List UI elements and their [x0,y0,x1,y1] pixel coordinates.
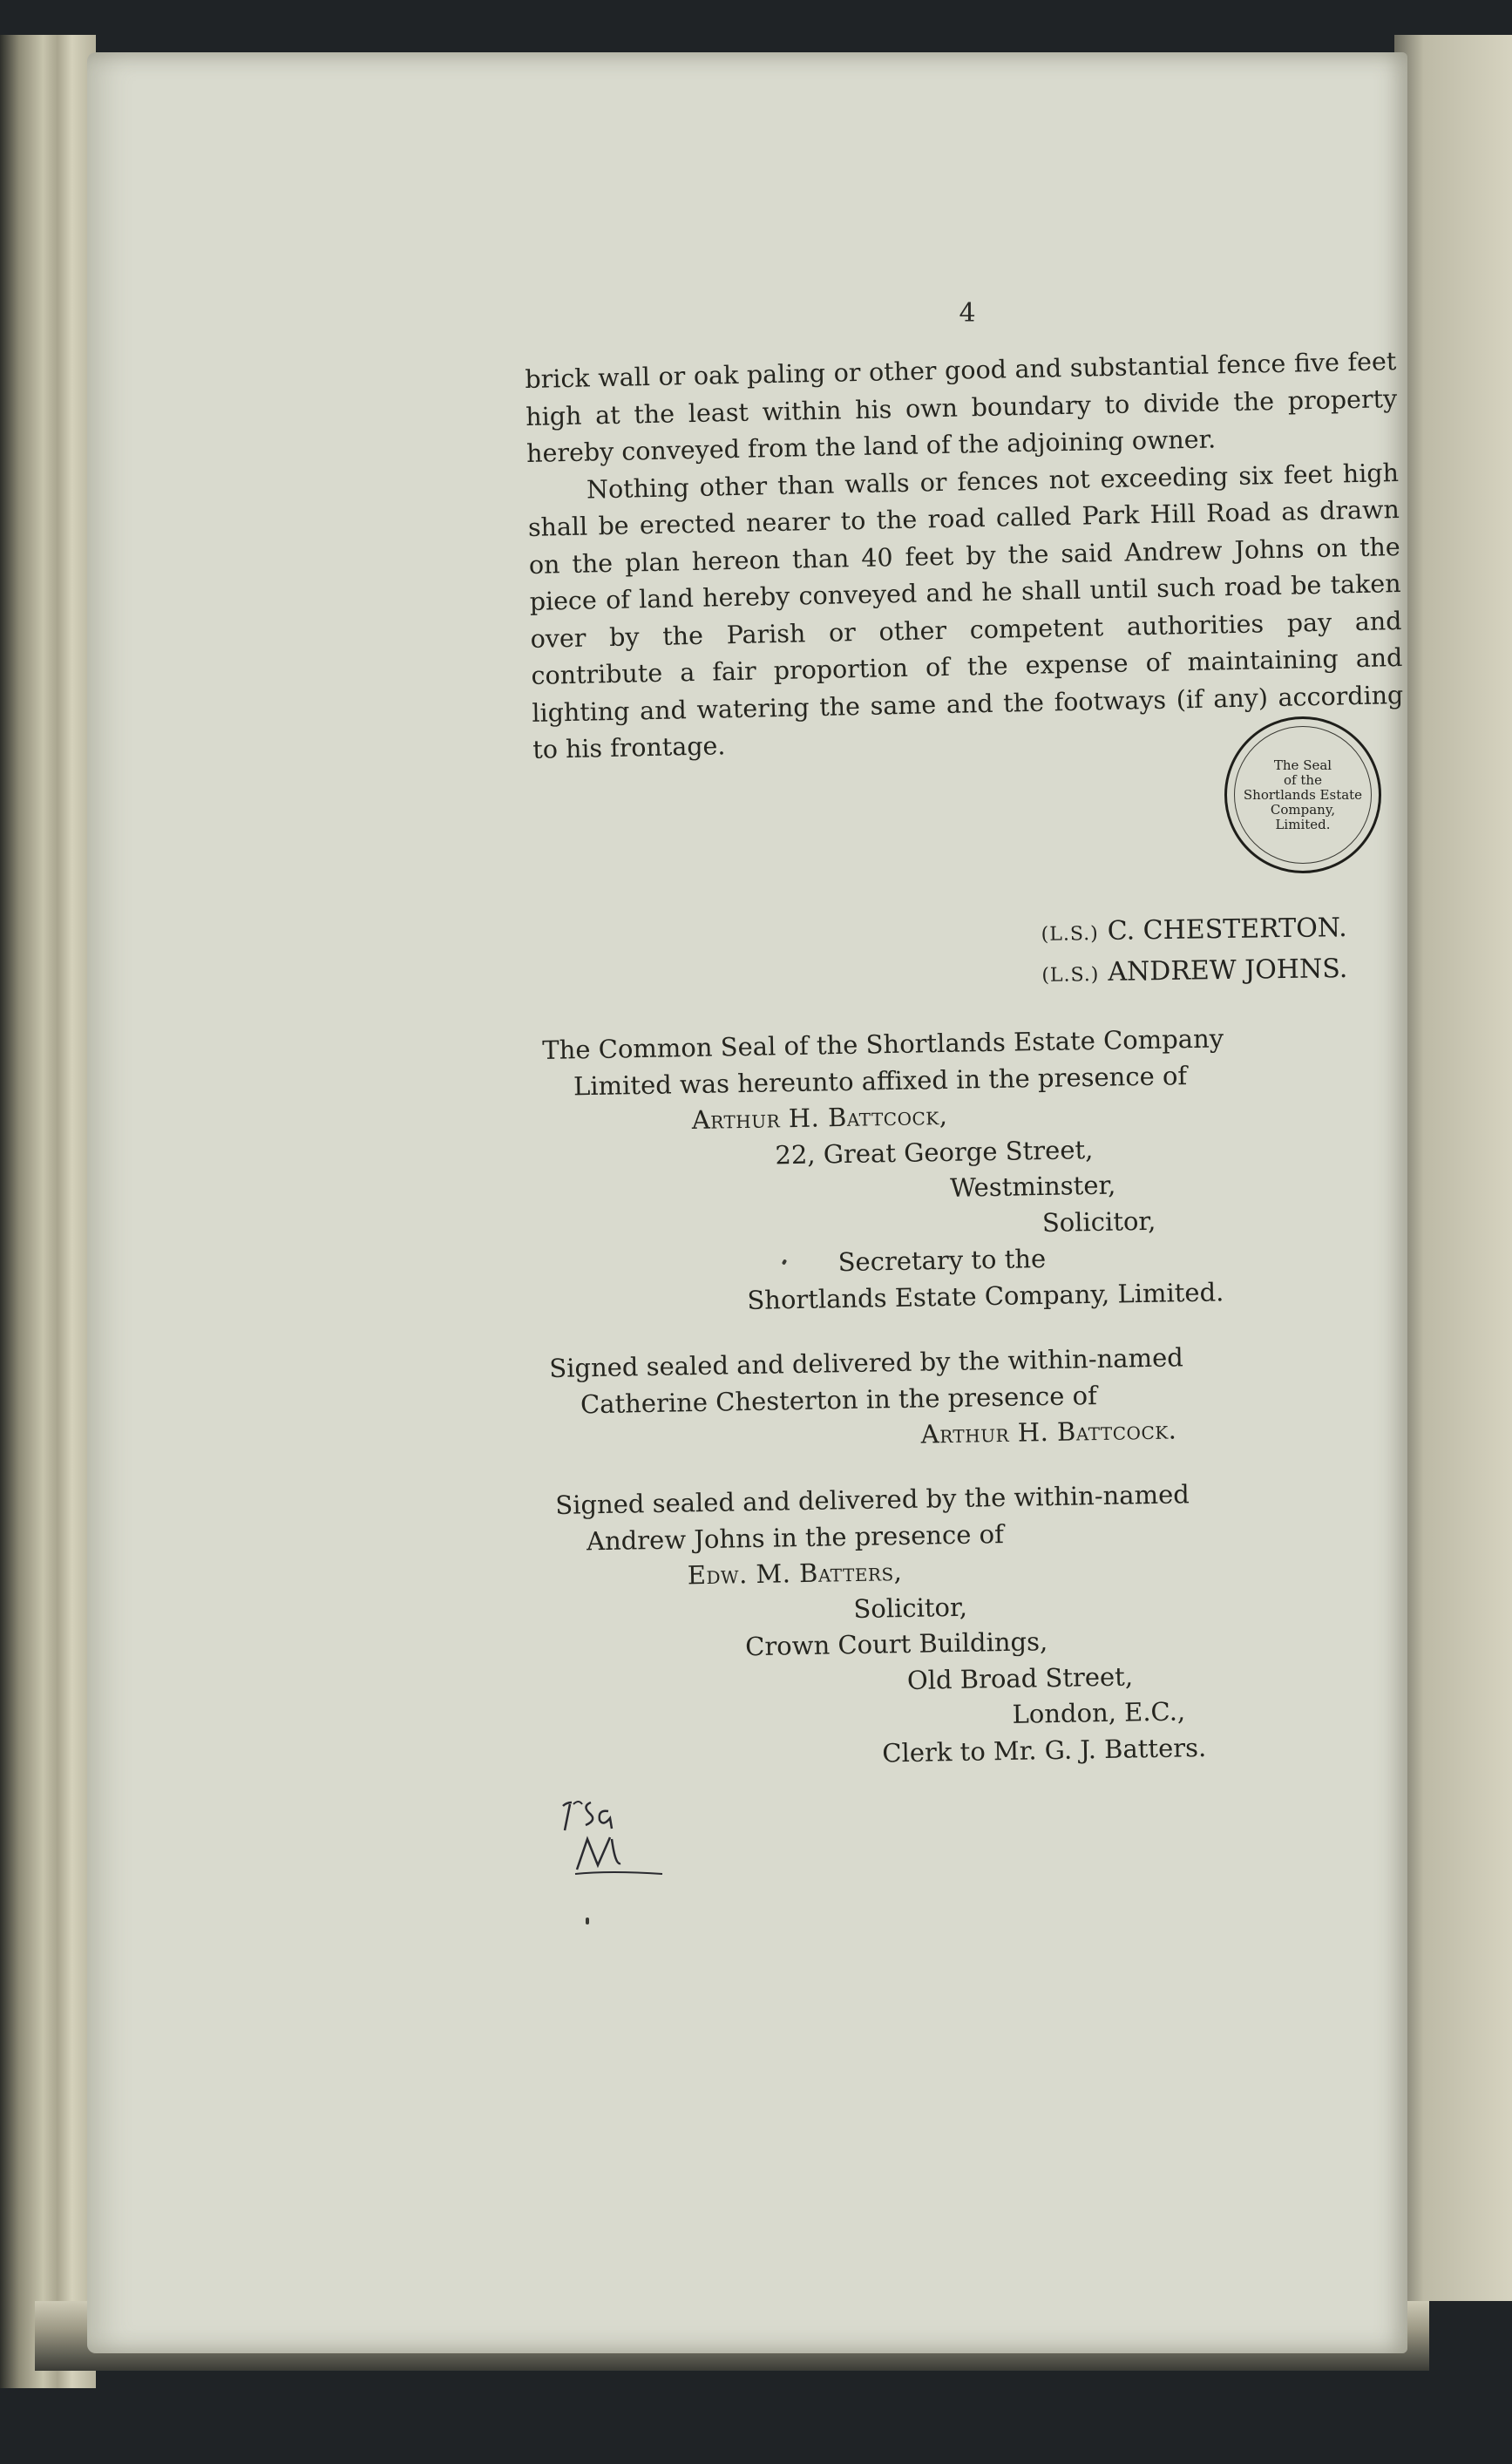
attestation-line: Catherine Chesterton in the presence of [580,1380,1098,1419]
ink-speck [586,1918,589,1924]
seal-line: Limited. [1275,816,1331,832]
witness-address-line: Crown Court Buildings, [744,1626,1048,1662]
attestation-line: Signed sealed and delivered by the within-named [555,1479,1190,1520]
signature-row-chesterton [1041,908,1407,954]
seal-text [1242,758,1364,832]
witness-address-line: London, E.C., [1012,1696,1186,1729]
seal-line: Company, [1270,801,1336,818]
signatory-name: C. CHESTERTON. [1107,913,1347,947]
seal-inner-ring [1234,726,1372,864]
witness-occupation: Solicitor, [1041,1205,1156,1238]
paragraph-building-line-clause: Nothing other than walls or fences not exceeding six feet high shall be erected nearer to the road called Park Hill Road as drawn on the plan hereon than 40 feet by the said Andrew Johns on the piece of land hereby conveyed and he shall until such road be taken over by the Parish or other competent authorities pay and contribute a fair proportion of the expense of maintaining and lighting and watering the same and the footways (if any) according to his frontage. [527,458,1404,764]
witness-name: Arthur H. Battcock, [691,1100,948,1136]
attestation-johns [555,1476,1223,1777]
seal-line: The Seal [1273,757,1332,773]
witness-address-line: Westminster, [949,1170,1116,1203]
witness-address-line: 22, Great George Street, [775,1134,1094,1170]
book-edge-left [0,35,96,2388]
witness-name: Edw. M. Batters, [687,1557,903,1591]
attestation-line: Signed sealed and delivered by the within-named [549,1342,1184,1383]
attestation-line: The Common Seal of the Shortlands Estate Company [542,1023,1224,1065]
witness-occupation: Shortlands Estate Company, Limited. [747,1276,1224,1315]
witness-occupation: Solicitor, [853,1592,968,1624]
seal-line: Shortlands Estate [1243,786,1363,803]
attestation-line: Limited was hereunto affixed in the presence of [573,1060,1188,1101]
seal-line: of the [1284,771,1322,788]
witness-address-line: Old Broad Street, [906,1660,1134,1695]
attestation-line: Andrew Johns in the presence of [586,1518,1005,1556]
paragraph-fence-clause: brick wall or oak paling or other good and substantial fence five feet high at the least within his own boundary to divide the property hereby conveyed from the land of the adjoining owner. [525,347,1398,468]
attestation-common-seal [542,1022,1224,1322]
witness-occupation: Clerk to Mr. G. J. Batters. [882,1732,1207,1768]
attestation-chesterton [549,1340,1213,1460]
witness-name: Arthur H. Battcock. [920,1415,1177,1449]
company-seal [1224,716,1381,873]
handwritten-note [558,1787,680,1883]
signatory-name: ANDREW JOHNS. [1108,954,1348,988]
page-number: 4 [959,298,976,329]
signature-row-johns [1041,949,1408,995]
signature-block [1041,908,1407,995]
locus-sigilli-tag: (L.S.) [1041,923,1099,946]
locus-sigilli-tag: (L.S.) [1041,964,1100,987]
witness-occupation: Secretary to the [837,1243,1047,1278]
body-text [525,343,1405,769]
